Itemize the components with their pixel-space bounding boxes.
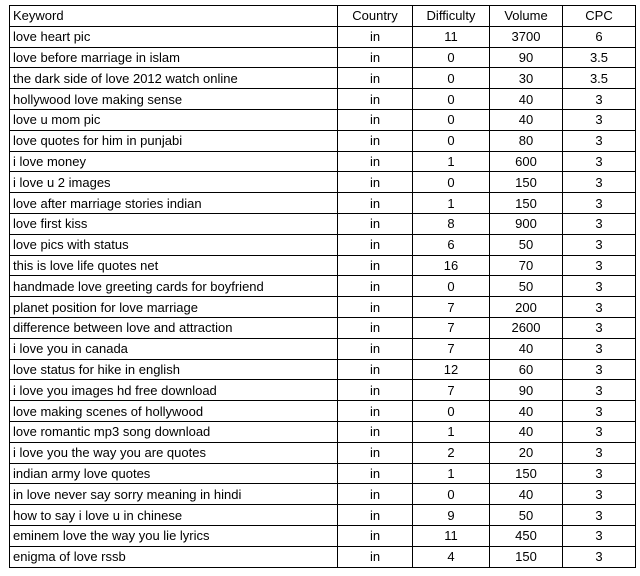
volume-cell: 60 xyxy=(490,359,563,380)
cpc-cell: 3 xyxy=(563,276,636,297)
cpc-cell: 3 xyxy=(563,401,636,422)
country-cell: in xyxy=(338,317,413,338)
volume-cell: 3700 xyxy=(490,26,563,47)
volume-cell: 20 xyxy=(490,442,563,463)
country-cell: in xyxy=(338,421,413,442)
cpc-cell: 6 xyxy=(563,26,636,47)
table-row xyxy=(10,213,636,234)
country-cell: in xyxy=(338,172,413,193)
volume-cell: 40 xyxy=(490,338,563,359)
table-row xyxy=(10,234,636,255)
country-cell: in xyxy=(338,89,413,110)
volume-cell: 150 xyxy=(490,546,563,567)
keyword-cell: love u mom pic xyxy=(10,109,338,130)
difficulty-cell: 16 xyxy=(413,255,490,276)
cpc-cell: 3 xyxy=(563,359,636,380)
country-cell: in xyxy=(338,130,413,151)
keyword-cell: love status for hike in english xyxy=(10,359,338,380)
keyword-cell: i love you the way you are quotes xyxy=(10,442,338,463)
keyword-cell: love heart pic xyxy=(10,26,338,47)
header-row xyxy=(10,6,636,27)
keyword-cell: planet position for love marriage xyxy=(10,297,338,318)
cpc-cell: 3 xyxy=(563,525,636,546)
table-row xyxy=(10,255,636,276)
table-row xyxy=(10,130,636,151)
difficulty-cell: 0 xyxy=(413,68,490,89)
volume-cell: 40 xyxy=(490,89,563,110)
difficulty-cell: 12 xyxy=(413,359,490,380)
keyword-table xyxy=(9,5,636,568)
volume-cell: 40 xyxy=(490,484,563,505)
cpc-cell: 3 xyxy=(563,255,636,276)
difficulty-cell: 9 xyxy=(413,505,490,526)
volume-cell: 150 xyxy=(490,463,563,484)
keyword-cell: love pics with status xyxy=(10,234,338,255)
cpc-cell: 3.5 xyxy=(563,47,636,68)
volume-cell: 80 xyxy=(490,130,563,151)
difficulty-cell: 7 xyxy=(413,380,490,401)
cpc-cell: 3 xyxy=(563,421,636,442)
cpc-cell: 3 xyxy=(563,89,636,110)
keyword-sheet xyxy=(9,5,635,568)
keyword-cell: love making scenes of hollywood xyxy=(10,401,338,422)
table-row xyxy=(10,525,636,546)
cpc-cell: 3 xyxy=(563,380,636,401)
country-cell: in xyxy=(338,380,413,401)
difficulty-cell: 7 xyxy=(413,297,490,318)
keyword-cell: how to say i love u in chinese xyxy=(10,505,338,526)
cpc-cell: 3 xyxy=(563,172,636,193)
country-cell: in xyxy=(338,193,413,214)
keyword-cell: this is love life quotes net xyxy=(10,255,338,276)
volume-cell: 450 xyxy=(490,525,563,546)
difficulty-cell: 1 xyxy=(413,463,490,484)
cpc-cell: 3.5 xyxy=(563,68,636,89)
table-row xyxy=(10,338,636,359)
table-row xyxy=(10,193,636,214)
table-row xyxy=(10,151,636,172)
difficulty-cell: 0 xyxy=(413,130,490,151)
table-row xyxy=(10,26,636,47)
volume-cell: 2600 xyxy=(490,317,563,338)
volume-cell: 150 xyxy=(490,193,563,214)
table-row xyxy=(10,172,636,193)
keyword-cell: handmade love greeting cards for boyfriend xyxy=(10,276,338,297)
volume-cell: 50 xyxy=(490,505,563,526)
volume-cell: 900 xyxy=(490,213,563,234)
table-row xyxy=(10,505,636,526)
column-header-country: Country xyxy=(338,6,413,27)
table-row xyxy=(10,109,636,130)
country-cell: in xyxy=(338,213,413,234)
difficulty-cell: 0 xyxy=(413,276,490,297)
cpc-cell: 3 xyxy=(563,338,636,359)
difficulty-cell: 7 xyxy=(413,317,490,338)
difficulty-cell: 1 xyxy=(413,421,490,442)
difficulty-cell: 6 xyxy=(413,234,490,255)
keyword-cell: hollywood love making sense xyxy=(10,89,338,110)
keyword-cell: difference between love and attraction xyxy=(10,317,338,338)
keyword-cell: love quotes for him in punjabi xyxy=(10,130,338,151)
volume-cell: 40 xyxy=(490,401,563,422)
country-cell: in xyxy=(338,47,413,68)
volume-cell: 600 xyxy=(490,151,563,172)
country-cell: in xyxy=(338,401,413,422)
difficulty-cell: 11 xyxy=(413,525,490,546)
country-cell: in xyxy=(338,338,413,359)
volume-cell: 30 xyxy=(490,68,563,89)
keyword-cell: the dark side of love 2012 watch online xyxy=(10,68,338,89)
cpc-cell: 3 xyxy=(563,484,636,505)
country-cell: in xyxy=(338,26,413,47)
volume-cell: 150 xyxy=(490,172,563,193)
cpc-cell: 3 xyxy=(563,234,636,255)
difficulty-cell: 0 xyxy=(413,109,490,130)
country-cell: in xyxy=(338,525,413,546)
difficulty-cell: 1 xyxy=(413,151,490,172)
table-row xyxy=(10,317,636,338)
country-cell: in xyxy=(338,109,413,130)
country-cell: in xyxy=(338,359,413,380)
difficulty-cell: 2 xyxy=(413,442,490,463)
keyword-cell: indian army love quotes xyxy=(10,463,338,484)
keyword-cell: eminem love the way you lie lyrics xyxy=(10,525,338,546)
keyword-cell: in love never say sorry meaning in hindi xyxy=(10,484,338,505)
volume-cell: 40 xyxy=(490,421,563,442)
keyword-cell: i love money xyxy=(10,151,338,172)
difficulty-cell: 4 xyxy=(413,546,490,567)
country-cell: in xyxy=(338,505,413,526)
difficulty-cell: 0 xyxy=(413,172,490,193)
keyword-cell: love before marriage in islam xyxy=(10,47,338,68)
cpc-cell: 3 xyxy=(563,546,636,567)
table-row xyxy=(10,401,636,422)
table-row xyxy=(10,297,636,318)
difficulty-cell: 7 xyxy=(413,338,490,359)
table-row xyxy=(10,89,636,110)
column-header-keyword: Keyword xyxy=(10,6,338,27)
cpc-cell: 3 xyxy=(563,213,636,234)
volume-cell: 70 xyxy=(490,255,563,276)
table-row xyxy=(10,380,636,401)
table-row xyxy=(10,546,636,567)
difficulty-cell: 0 xyxy=(413,47,490,68)
keyword-cell: love after marriage stories indian xyxy=(10,193,338,214)
cpc-cell: 3 xyxy=(563,297,636,318)
table-row xyxy=(10,359,636,380)
difficulty-cell: 8 xyxy=(413,213,490,234)
country-cell: in xyxy=(338,276,413,297)
table-row xyxy=(10,421,636,442)
table-row xyxy=(10,47,636,68)
cpc-cell: 3 xyxy=(563,109,636,130)
column-header-difficulty: Difficulty xyxy=(413,6,490,27)
country-cell: in xyxy=(338,68,413,89)
keyword-cell: enigma of love rssb xyxy=(10,546,338,567)
table-row xyxy=(10,68,636,89)
country-cell: in xyxy=(338,297,413,318)
table-body xyxy=(10,26,636,567)
table-row xyxy=(10,484,636,505)
cpc-cell: 3 xyxy=(563,463,636,484)
cpc-cell: 3 xyxy=(563,505,636,526)
cpc-cell: 3 xyxy=(563,130,636,151)
volume-cell: 50 xyxy=(490,234,563,255)
difficulty-cell: 0 xyxy=(413,484,490,505)
cpc-cell: 3 xyxy=(563,193,636,214)
keyword-cell: i love you images hd free download xyxy=(10,380,338,401)
table-row xyxy=(10,442,636,463)
cpc-cell: 3 xyxy=(563,442,636,463)
volume-cell: 90 xyxy=(490,380,563,401)
difficulty-cell: 11 xyxy=(413,26,490,47)
country-cell: in xyxy=(338,463,413,484)
country-cell: in xyxy=(338,442,413,463)
country-cell: in xyxy=(338,484,413,505)
country-cell: in xyxy=(338,546,413,567)
keyword-cell: i love u 2 images xyxy=(10,172,338,193)
volume-cell: 40 xyxy=(490,109,563,130)
table-row xyxy=(10,276,636,297)
volume-cell: 200 xyxy=(490,297,563,318)
column-header-cpc: CPC xyxy=(563,6,636,27)
cpc-cell: 3 xyxy=(563,151,636,172)
difficulty-cell: 1 xyxy=(413,193,490,214)
keyword-cell: love first kiss xyxy=(10,213,338,234)
country-cell: in xyxy=(338,255,413,276)
difficulty-cell: 0 xyxy=(413,401,490,422)
keyword-cell: love romantic mp3 song download xyxy=(10,421,338,442)
column-header-volume: Volume xyxy=(490,6,563,27)
volume-cell: 90 xyxy=(490,47,563,68)
country-cell: in xyxy=(338,151,413,172)
keyword-cell: i love you in canada xyxy=(10,338,338,359)
volume-cell: 50 xyxy=(490,276,563,297)
difficulty-cell: 0 xyxy=(413,89,490,110)
cpc-cell: 3 xyxy=(563,317,636,338)
table-row xyxy=(10,463,636,484)
country-cell: in xyxy=(338,234,413,255)
